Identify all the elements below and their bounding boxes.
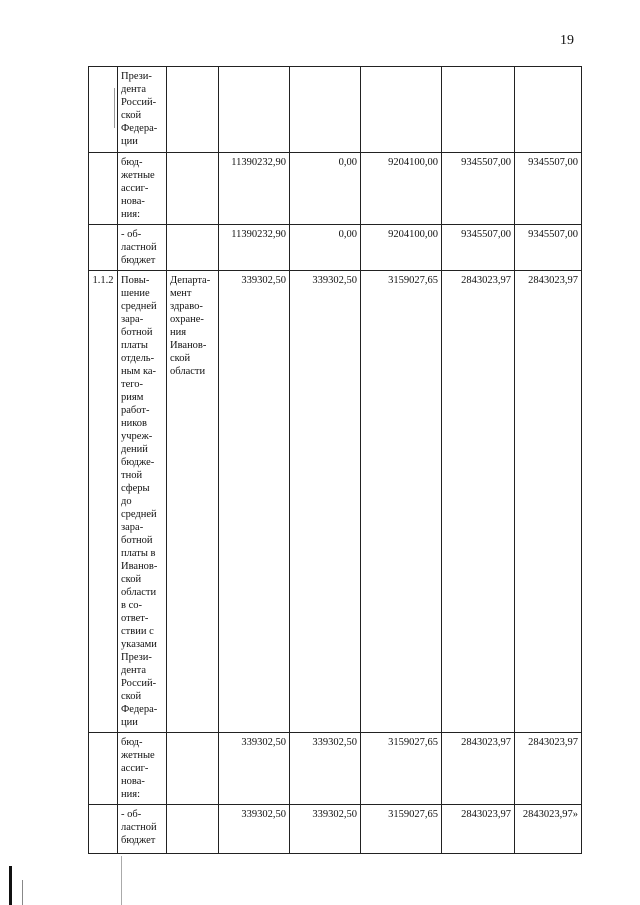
name-line: области <box>121 587 157 598</box>
name-line: отдель- <box>121 353 155 364</box>
name-line: ным ка- <box>121 366 157 377</box>
name-line: тной <box>121 470 143 481</box>
value-cell: 2843023,97 <box>442 733 515 805</box>
executor-line: области <box>170 366 206 377</box>
row-index-cell: 1.1.2 <box>89 271 118 733</box>
name-line: платы <box>121 340 148 351</box>
name-line: до <box>121 496 132 507</box>
name-line: бюд- <box>121 157 143 168</box>
name-line: Прези- <box>121 652 152 663</box>
name-line: работ- <box>121 405 150 416</box>
name-line: ассиг- <box>121 763 149 774</box>
value-cell: 3159027,65 <box>361 733 442 805</box>
scan-fold-mark <box>121 856 122 905</box>
value-cell: 9345507,00 <box>515 153 582 225</box>
value-cell: 3159027,65 <box>361 271 442 733</box>
row-executor-cell <box>167 67 219 153</box>
value-cell: 9345507,00 <box>515 225 582 271</box>
value-cell: 9204100,00 <box>361 153 442 225</box>
name-line: бюдже- <box>121 457 155 468</box>
name-line: риям <box>121 392 144 403</box>
value-cell: 339302,50 <box>290 733 361 805</box>
row-index-cell <box>89 805 118 854</box>
name-line: шение <box>121 288 150 299</box>
scan-edge-mark <box>9 866 12 905</box>
row-name-cell <box>118 805 167 854</box>
value-cell: 0,00 <box>290 153 361 225</box>
name-line: ластной <box>121 242 157 253</box>
table-row <box>89 733 582 805</box>
value-cell: 11390232,90 <box>219 225 290 271</box>
value-cell: 339302,50 <box>290 271 361 733</box>
name-line: дений <box>121 444 148 455</box>
value-cell: 339302,50 <box>219 271 290 733</box>
name-line: ластной <box>121 822 157 833</box>
name-line: Прези- <box>121 71 152 82</box>
name-line: ствии с <box>121 626 154 637</box>
name-line: Россий- <box>121 678 157 689</box>
name-line: ции <box>121 136 138 147</box>
name-line: зара- <box>121 522 144 533</box>
table-row <box>89 225 582 271</box>
name-line: - об- <box>121 229 142 240</box>
name-line: ния: <box>121 209 140 220</box>
name-line: нова- <box>121 196 145 207</box>
value-cell <box>515 67 582 153</box>
name-line: ников <box>121 418 148 429</box>
value-cell: 2843023,97 <box>442 805 515 854</box>
name-line: бюджет <box>121 255 156 266</box>
value-cell: 339302,50 <box>219 805 290 854</box>
executor-line: Департа- <box>170 275 211 286</box>
row-name-cell <box>118 67 167 153</box>
name-line: ния: <box>121 789 140 800</box>
executor-line: здраво- <box>170 301 203 312</box>
row-index-cell <box>89 733 118 805</box>
row-name-cell <box>118 225 167 271</box>
name-line: ботной <box>121 535 153 546</box>
value-cell: 0,00 <box>290 225 361 271</box>
name-line: Федера- <box>121 704 158 715</box>
name-line: Иванов- <box>121 561 158 572</box>
name-line: бюджет <box>121 835 156 846</box>
row-executor-cell <box>167 225 219 271</box>
value-cell: 2843023,97» <box>515 805 582 854</box>
name-line: дента <box>121 665 146 676</box>
name-line: в со- <box>121 600 142 611</box>
name-line: ассиг- <box>121 183 149 194</box>
value-cell: 2843023,97 <box>515 733 582 805</box>
value-cell: 339302,50 <box>219 733 290 805</box>
table-row <box>89 67 582 153</box>
name-line: ботной <box>121 327 153 338</box>
value-cell: 3159027,65 <box>361 805 442 854</box>
name-line: бюд- <box>121 737 143 748</box>
name-line: ской <box>121 691 142 702</box>
name-line: ской <box>121 574 142 585</box>
name-line: зара- <box>121 314 144 325</box>
name-line: ции <box>121 717 138 728</box>
name-line: Повы- <box>121 275 150 286</box>
value-cell: 9345507,00 <box>442 225 515 271</box>
executor-line: мент <box>170 288 192 299</box>
name-line: средней <box>121 509 157 520</box>
name-line: платы в <box>121 548 156 559</box>
table-row <box>89 805 582 854</box>
name-line: нова- <box>121 776 145 787</box>
name-line: тего- <box>121 379 144 390</box>
name-line: ской <box>121 110 142 121</box>
scan-margin-mark <box>114 88 115 128</box>
value-cell <box>290 67 361 153</box>
value-cell <box>442 67 515 153</box>
name-line: Федера- <box>121 123 158 134</box>
table-body <box>89 67 582 854</box>
name-line: сферы <box>121 483 150 494</box>
scan-edge-mark-thin <box>22 880 23 905</box>
page-number: 19 <box>560 33 574 48</box>
value-cell <box>361 67 442 153</box>
value-cell: 11390232,90 <box>219 153 290 225</box>
executor-line: Иванов- <box>170 340 207 351</box>
name-line: жетные <box>121 170 155 181</box>
row-name-cell <box>118 153 167 225</box>
name-line: - об- <box>121 809 142 820</box>
value-cell <box>219 67 290 153</box>
row-executor-cell <box>167 733 219 805</box>
value-cell: 339302,50 <box>290 805 361 854</box>
table-row <box>89 153 582 225</box>
row-executor-cell <box>167 805 219 854</box>
executor-line: ской <box>170 353 191 364</box>
row-executor-cell <box>167 153 219 225</box>
row-name-cell <box>118 271 167 733</box>
row-index-cell <box>89 225 118 271</box>
executor-line: охране- <box>170 314 204 325</box>
name-line: дента <box>121 84 146 95</box>
value-cell: 9204100,00 <box>361 225 442 271</box>
row-index-cell <box>89 153 118 225</box>
row-executor-cell <box>167 271 219 733</box>
name-line: учреж- <box>121 431 153 442</box>
row-name-cell <box>118 733 167 805</box>
name-line: указами <box>121 639 157 650</box>
value-cell: 9345507,00 <box>442 153 515 225</box>
executor-line: ния <box>170 327 187 338</box>
value-cell: 2843023,97 <box>515 271 582 733</box>
name-line: Россий- <box>121 97 157 108</box>
name-line: средней <box>121 301 157 312</box>
budget-table <box>88 66 582 854</box>
name-line: ответ- <box>121 613 149 624</box>
table-row <box>89 271 582 733</box>
name-line: жетные <box>121 750 155 761</box>
value-cell: 2843023,97 <box>442 271 515 733</box>
